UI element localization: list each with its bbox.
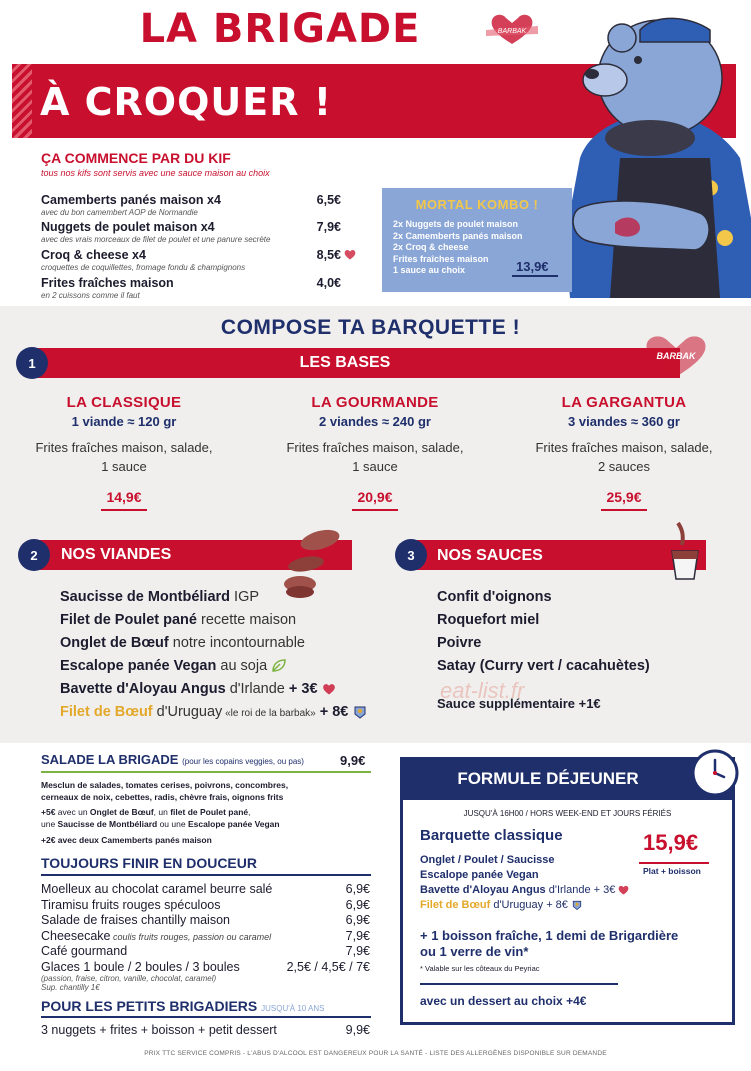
viande-name: Filet de Poulet pané xyxy=(60,612,197,628)
kif-item-name: Camemberts panés maison x4 xyxy=(41,193,221,207)
section-title: À CROQUER ! xyxy=(40,80,333,124)
step-number: 3 xyxy=(395,539,427,571)
kif-item-price: 8,5€ xyxy=(316,248,341,262)
sauce-item: Confit d'oignons xyxy=(437,589,552,605)
dessert-name: Glaces 1 boule / 2 boules / 3 boules xyxy=(41,960,240,974)
opt-meat: Saucisse de Montbéliard xyxy=(57,819,158,829)
heart-icon xyxy=(618,885,629,895)
opt-text: avec un xyxy=(55,807,90,817)
base-meat: 3 viandes ≈ 360 gr xyxy=(568,414,680,429)
fish-icon xyxy=(571,899,583,911)
kif-item-name: Nuggets de poulet maison x4 xyxy=(41,220,215,234)
price-underline xyxy=(639,862,709,864)
dessert-item xyxy=(41,960,370,974)
kif-item xyxy=(41,220,341,244)
viande-item xyxy=(60,681,368,704)
kif-item xyxy=(41,276,341,300)
formule-dejeuner-box xyxy=(400,757,735,1025)
base-desc xyxy=(14,438,234,476)
sauce-item: Roquefort miel xyxy=(437,612,540,628)
petits-title-text: POUR LES PETITS BRIGADIERS xyxy=(41,998,258,1014)
petits-underline xyxy=(41,1016,371,1018)
formule-item-name: Filet de Bœuf xyxy=(420,899,491,911)
dessert-price: 2,5€ / 4,5€ / 7€ xyxy=(286,960,370,974)
heart-icon xyxy=(322,683,336,695)
price-underline xyxy=(512,275,558,277)
base-desc xyxy=(514,438,734,476)
viande-detail: IGP xyxy=(230,589,260,605)
opt-text: , xyxy=(248,807,251,817)
viande-detail: au soja xyxy=(216,658,268,674)
sauce-item: Poivre xyxy=(437,635,482,651)
formule-plat: Plat + boisson xyxy=(643,866,701,876)
opt-text: ou une xyxy=(157,819,188,829)
dessert-name: Café gourmand xyxy=(41,944,128,958)
opt-text: , un xyxy=(153,807,171,817)
formule-title: FORMULE DÉJEUNER xyxy=(457,769,639,788)
base-gourmande xyxy=(265,394,485,511)
kif-item-desc: croquettes de coquillettes, fromage fondu & champignons xyxy=(41,263,246,272)
formule-item-supplement: + 3€ xyxy=(590,884,616,896)
base-name: LA CLASSIQUE xyxy=(66,394,182,411)
dessert-price: 7,9€ xyxy=(345,944,370,958)
kombo-item: 1 sauce au choix xyxy=(393,265,466,275)
viande-name: Escalope panée Vegan xyxy=(60,658,217,674)
dessert-item xyxy=(41,898,370,912)
base-meat: 1 viande ≈ 120 gr xyxy=(71,414,177,429)
opt-text: une xyxy=(41,819,58,829)
base-price: 14,9€ xyxy=(106,489,142,505)
fish-icon xyxy=(352,704,368,720)
formule-hours: JUSQU'À 16H00 / HORS WEEK-END ET JOURS FÉRIÉS xyxy=(463,809,672,818)
dessert-item xyxy=(41,882,370,896)
viande-detail: d'Uruguay xyxy=(152,704,223,720)
kif-title: ÇA COMMENCE PAR DU KIF xyxy=(41,150,231,166)
formule-separator xyxy=(420,983,618,985)
dessert-detail: coulis fruits rouges, passion ou caramel xyxy=(110,932,272,942)
heart-icon xyxy=(640,333,712,379)
base-desc-line: Frites fraîches maison, salade, xyxy=(535,440,713,455)
kif-subtitle: tous nos kifs sont servis avec une sauce maison au choix xyxy=(41,168,270,178)
dessert-item xyxy=(41,913,370,927)
base-gargantua xyxy=(514,394,734,511)
petits-item-name: 3 nuggets + frites + boisson + petit dessert xyxy=(41,1023,277,1037)
salade-underline xyxy=(41,771,371,773)
formule-boisson-line: + 1 boisson fraîche, 1 demi de Brigardière xyxy=(420,928,679,943)
viande-supplement: + 8€ xyxy=(315,704,349,720)
sauces-list xyxy=(437,589,650,681)
heart-icon xyxy=(486,12,538,46)
formule-boisson xyxy=(420,928,720,960)
formule-item-detail: d'Uruguay xyxy=(490,899,544,911)
price-underline xyxy=(352,509,398,511)
formule-item xyxy=(420,899,629,914)
formule-barquette: Barquette classique xyxy=(420,827,563,844)
kif-item xyxy=(41,248,341,272)
salade-title-text: SALADE LA BRIGADE xyxy=(41,752,179,767)
petits-price: 9,9€ xyxy=(345,1023,370,1037)
sauce-item: Satay (Curry vert / cacahuètes) xyxy=(437,658,650,674)
brand-title: LA BRIGADE xyxy=(139,6,421,52)
viande-name: Bavette d'Aloyau Angus xyxy=(60,681,226,697)
viande-detail: d'Irlande xyxy=(225,681,285,697)
bases-label: LES BASES xyxy=(299,354,391,371)
base-price: 20,9€ xyxy=(357,489,393,505)
kif-item-desc: en 2 cuissons comme il faut xyxy=(41,291,140,300)
dessert-item xyxy=(41,929,370,943)
formule-item: Escalope panée Vegan xyxy=(420,869,539,881)
salade-options xyxy=(41,806,361,846)
viande-item xyxy=(60,704,368,727)
petits-note: JUSQU'À 10 ANS xyxy=(261,1004,325,1013)
formule-valable: * Valable sur les côteaux du Peyriac xyxy=(420,964,540,973)
formule-item-detail: d'Irlande xyxy=(545,884,591,896)
kombo-price: 13,9€ xyxy=(516,259,549,274)
opt-price: +5€ xyxy=(41,807,56,817)
viande-item xyxy=(60,658,368,681)
salade-desc-line: cerneaux de noix, cebettes, radis, chèvre frais, oignons frits xyxy=(41,792,284,802)
formule-item-name: Bavette d'Aloyau Angus xyxy=(420,884,546,896)
kif-item xyxy=(41,193,341,217)
base-desc-line: 1 sauce xyxy=(101,459,147,474)
kif-item-price: 4,0€ xyxy=(316,276,341,290)
salade-desc-line: Mesclun de salades, tomates cerises, poivrons, concombres, xyxy=(41,780,289,790)
base-meat: 2 viandes ≈ 240 gr xyxy=(319,414,431,429)
sauce-supplement: Sauce supplémentaire +1€ xyxy=(437,696,601,711)
formule-boisson-line: ou 1 verre de vin* xyxy=(420,944,529,959)
footer-legal: PRIX TTC SERVICE COMPRIS - L'ABUS D'ALCOOL EST DANGEREUX POUR LA SANTÉ - LISTE DES ALLERGÈNES DISPONIBLE SUR DEMANDE xyxy=(144,1050,607,1057)
formule-item-supplement: + 8€ xyxy=(543,899,568,911)
viandes-label: NOS VIANDES xyxy=(61,546,172,563)
dessert-price: 6,9€ xyxy=(345,898,370,912)
dessert-name: Cheesecake xyxy=(41,929,111,943)
viande-item xyxy=(60,612,368,635)
base-desc-line: 1 sauce xyxy=(352,459,398,474)
base-name: LA GARGANTUA xyxy=(561,394,687,411)
sauce-icon xyxy=(666,521,706,583)
kombo-list xyxy=(393,219,523,277)
viande-item xyxy=(60,635,368,658)
price-underline xyxy=(601,509,647,511)
opt-meat: filet de Poulet pané xyxy=(170,807,249,817)
sauces-label: NOS SAUCES xyxy=(437,547,543,564)
dessert-price: 6,9€ xyxy=(345,882,370,896)
base-desc xyxy=(265,438,485,476)
clock-icon xyxy=(690,748,740,798)
step-number: 1 xyxy=(16,347,48,379)
viande-name: Onglet de Bœuf xyxy=(60,635,169,651)
dessert-item xyxy=(41,944,370,958)
viande-name: Filet de Bœuf xyxy=(60,704,153,720)
kif-item-desc: avec des vrais morceaux de filet de poulet et une panure secrète xyxy=(41,235,271,244)
desserts-underline xyxy=(41,874,371,876)
mortal-kombo-box xyxy=(382,188,572,292)
base-desc-line: 2 sauces xyxy=(597,459,651,474)
badge-text: BARBAK xyxy=(497,28,527,35)
badge-text: BARBAK xyxy=(656,351,696,361)
price-underline xyxy=(101,509,147,511)
compose-title: COMPOSE TA BARQUETTE ! xyxy=(220,316,521,339)
formule-list xyxy=(420,854,629,914)
base-price: 25,9€ xyxy=(606,489,642,505)
base-classique xyxy=(14,394,234,511)
petits-item xyxy=(41,1023,370,1037)
kombo-item: 2x Camemberts panés maison xyxy=(393,230,523,241)
heart-icon xyxy=(344,249,356,260)
base-name: LA GOURMANDE xyxy=(311,394,439,411)
kombo-title: MORTAL KOMBO ! xyxy=(415,197,539,212)
viande-detail: notre incontournable xyxy=(168,635,305,651)
salade-option: +2€ avec deux Camemberts panés maison xyxy=(41,835,212,845)
dessert-name: Salade de fraises chantilly maison xyxy=(41,913,230,927)
base-desc-line: Frites fraîches maison, salade, xyxy=(286,440,464,455)
watermark: eat-list.fr xyxy=(440,678,525,703)
kombo-item: 2x Croq & cheese xyxy=(393,242,469,252)
viande-detail: recette maison xyxy=(196,612,297,628)
opt-meat: Onglet de Bœuf xyxy=(89,807,154,817)
kombo-item: Frites fraîches maison xyxy=(393,253,489,264)
viande-supplement: + 3€ xyxy=(284,681,318,697)
viandes-list xyxy=(60,589,368,727)
kif-item-name: Frites fraîches maison xyxy=(41,276,174,290)
kif-item-price: 6,5€ xyxy=(316,193,341,207)
viande-tagline: «le roi de la barbak» xyxy=(222,708,316,719)
step-number: 2 xyxy=(18,539,50,571)
viande-name: Saucisse de Montbéliard xyxy=(60,589,231,605)
glaces-flavours: (passion, fraise, citron, vanille, chocolat, caramel) xyxy=(41,974,217,983)
salade-price: 9,9€ xyxy=(340,753,366,768)
kombo-item: 2x Nuggets de poulet maison xyxy=(393,219,519,229)
dessert-name: Tiramisu fruits rouges spéculoos xyxy=(41,898,221,912)
dessert-price: 6,9€ xyxy=(345,913,370,927)
salade-desc xyxy=(41,779,361,803)
petits-title xyxy=(41,998,324,1014)
dessert-name: Moelleux au chocolat caramel beurre salé xyxy=(41,882,273,896)
kif-item-price: 7,9€ xyxy=(316,220,341,234)
opt-meat: Escalope panée Vegan xyxy=(187,819,280,829)
salade-option xyxy=(41,818,361,830)
dessert-price: 7,9€ xyxy=(345,929,370,943)
salade-option xyxy=(41,806,361,818)
kif-item-name: Croq & cheese x4 xyxy=(41,248,146,262)
leaf-icon xyxy=(271,659,287,673)
desserts-title: TOUJOURS FINIR EN DOUCEUR xyxy=(41,855,257,871)
salade-note: (pour les copains veggies, ou pas) xyxy=(182,757,304,766)
glaces-chantilly: Sup. chantilly 1€ xyxy=(41,983,100,992)
formule-item xyxy=(420,884,629,899)
kif-item-desc: avec du bon camembert AOP de Normandie xyxy=(41,208,198,217)
base-desc-line: Frites fraîches maison, salade, xyxy=(35,440,213,455)
salade-title xyxy=(41,752,304,767)
formule-price: 15,9€ xyxy=(643,830,699,855)
formule-item: Onglet / Poulet / Saucisse xyxy=(420,854,555,866)
formule-dessert: avec un dessert au choix +4€ xyxy=(420,994,587,1008)
viande-item xyxy=(60,589,368,612)
bear-mascot xyxy=(560,8,751,298)
